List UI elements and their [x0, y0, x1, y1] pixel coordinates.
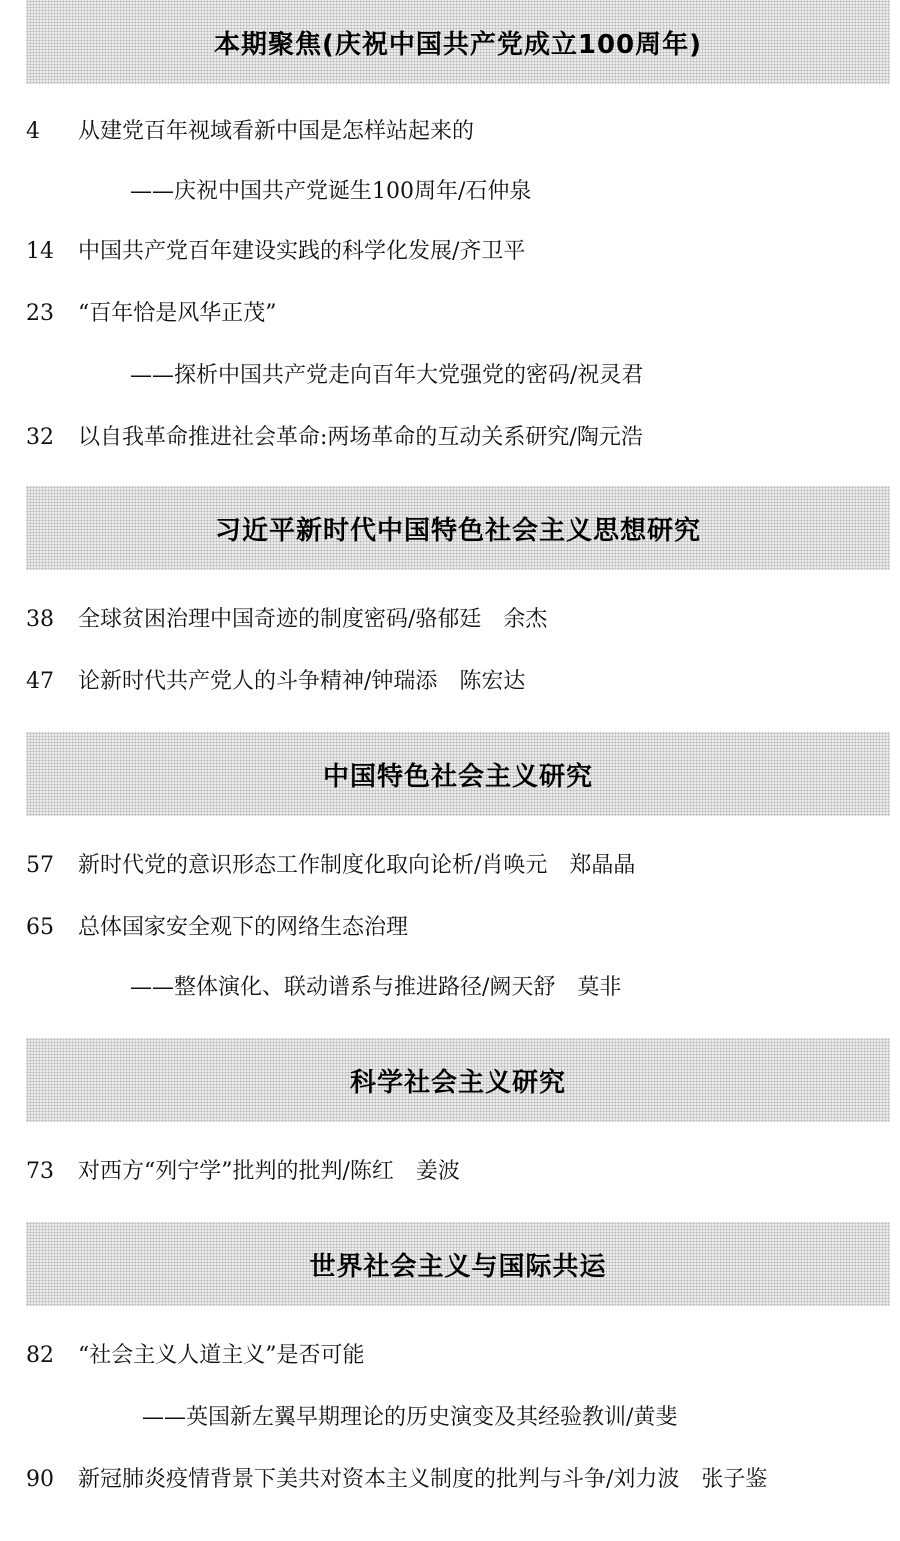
toc-entry[interactable]: [0, 1152, 900, 1192]
section-header-socialism-chinese: [26, 732, 890, 816]
section-header-scientific-socialism: [26, 1038, 890, 1122]
section-header-world-socialism: [26, 1222, 890, 1306]
article-subtitle: ——英国新左翼早期理论的历史演变及其经验教训/黄斐: [142, 1405, 678, 1430]
toc-entry[interactable]: [0, 232, 900, 272]
article-title: 对西方“列宁学”批判的批判/陈红 姜波: [78, 1159, 460, 1184]
article-title: “社会主义人道主义”是否可能: [78, 1343, 365, 1368]
article-subtitle: ——探析中国共产党走向百年大党强党的密码/祝灵君: [130, 363, 644, 388]
page-number: 32: [26, 425, 54, 450]
page-number: 38: [26, 607, 54, 632]
toc-entry[interactable]: [0, 112, 900, 152]
article-title: 全球贫困治理中国奇迹的制度密码/骆郁廷 余杰: [78, 607, 548, 632]
page-number: 23: [26, 301, 54, 326]
section-title: 中国特色社会主义研究: [322, 761, 593, 792]
article-title: 总体国家安全观下的网络生态治理: [78, 915, 409, 940]
toc-subtitle: [0, 968, 900, 1008]
article-title: 新冠肺炎疫情背景下美共对资本主义制度的批判与斗争/刘力波 张子鉴: [78, 1467, 768, 1492]
page-number: 73: [26, 1159, 54, 1184]
page-number: 57: [26, 853, 54, 878]
article-title: 以自我革命推进社会革命:两场革命的互动关系研究/陶元浩: [78, 425, 643, 450]
page-number: 14: [26, 239, 54, 264]
toc-subtitle: [0, 172, 900, 212]
article-title: 中国共产党百年建设实践的科学化发展/齐卫平: [78, 239, 526, 264]
toc-entry[interactable]: [0, 1336, 900, 1376]
toc-entry[interactable]: [0, 1460, 900, 1500]
toc-subtitle: [0, 1398, 900, 1438]
article-subtitle: ——庆祝中国共产党诞生100周年/石仲泉: [130, 179, 532, 204]
article-title: 从建党百年视域看新中国是怎样站起来的: [78, 119, 475, 144]
section-header-xi-thought: [26, 486, 890, 570]
article-title: 论新时代共产党人的斗争精神/钟瑞添 陈宏达: [78, 669, 526, 694]
page-number: 47: [26, 669, 54, 694]
page-number: 90: [26, 1467, 54, 1492]
section-title: 本期聚焦(庆祝中国共产党成立100周年): [213, 29, 703, 60]
toc-entry[interactable]: [0, 662, 900, 702]
page-number: 4: [26, 119, 40, 144]
toc-entry[interactable]: [0, 600, 900, 640]
section-header-focus: [26, 0, 890, 84]
section-title: 科学社会主义研究: [349, 1067, 566, 1098]
toc-entry[interactable]: [0, 908, 900, 948]
article-title: “百年恰是风华正茂”: [78, 301, 277, 326]
section-title: 习近平新时代中国特色社会主义思想研究: [214, 515, 701, 546]
toc-subtitle: [0, 356, 900, 396]
page-number: 82: [26, 1343, 54, 1368]
page-number: 65: [26, 915, 54, 940]
toc-entry[interactable]: [0, 294, 900, 334]
article-title: 新时代党的意识形态工作制度化取向论析/肖唤元 郑晶晶: [78, 853, 636, 878]
section-title: 世界社会主义与国际共运: [309, 1251, 607, 1282]
toc-entry[interactable]: [0, 418, 900, 458]
article-subtitle: ——整体演化、联动谱系与推进路径/阙天舒 莫非: [130, 975, 622, 1000]
toc-entry[interactable]: [0, 846, 900, 886]
